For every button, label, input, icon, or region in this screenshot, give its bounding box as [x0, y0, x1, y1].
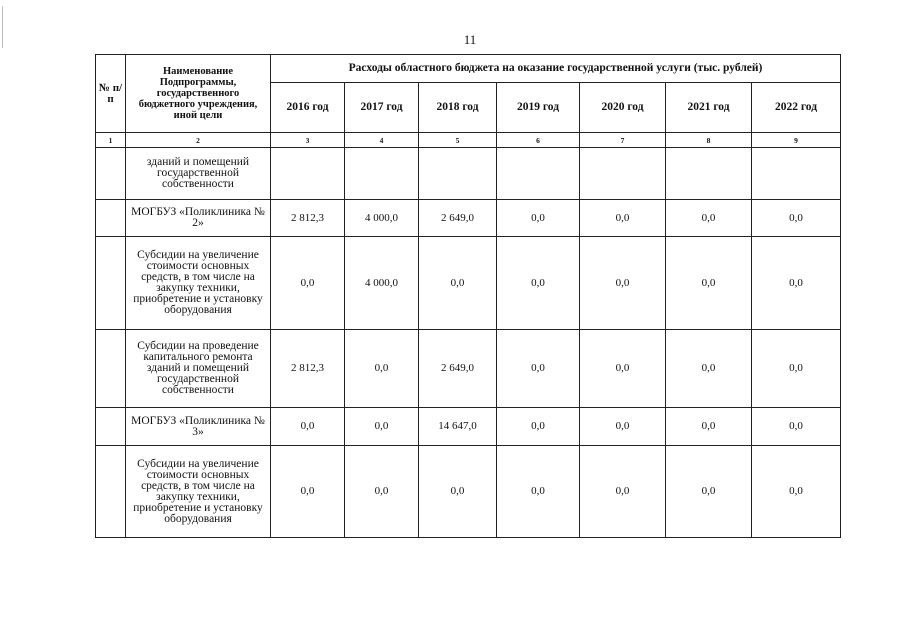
value-cell: 0,0 — [580, 330, 666, 408]
value-cell: 0,0 — [752, 408, 841, 446]
value-cell: 2 649,0 — [419, 200, 497, 237]
table-row — [96, 200, 841, 237]
value-cell — [752, 148, 841, 200]
row-number — [96, 237, 126, 330]
row-name: зданий и помещений государственной собственности — [126, 148, 271, 200]
value-cell: 0,0 — [752, 200, 841, 237]
row-number — [96, 446, 126, 538]
value-cell: 0,0 — [580, 408, 666, 446]
table-row — [96, 148, 841, 200]
budget-table — [95, 54, 841, 538]
column-index: 5 — [419, 133, 497, 148]
column-index: 4 — [345, 133, 419, 148]
value-cell: 0,0 — [419, 446, 497, 538]
value-cell — [580, 148, 666, 200]
column-index: 3 — [271, 133, 345, 148]
row-number — [96, 148, 126, 200]
value-cell: 0,0 — [666, 237, 752, 330]
value-cell — [271, 148, 345, 200]
column-index: 8 — [666, 133, 752, 148]
row-name: МОГБУЗ «Поликлиника № 2» — [126, 200, 271, 237]
header-year: 2021 год — [666, 83, 752, 133]
row-name: Субсидии на увеличение стоимости основных средств, в том числе на закупку техники, приобретение и установку оборудования — [126, 237, 271, 330]
value-cell — [419, 148, 497, 200]
value-cell: 0,0 — [271, 446, 345, 538]
value-cell: 2 649,0 — [419, 330, 497, 408]
table-row — [96, 408, 841, 446]
table-row — [96, 446, 841, 538]
value-cell: 0,0 — [666, 200, 752, 237]
column-index: 2 — [126, 133, 271, 148]
value-cell — [666, 148, 752, 200]
header-year: 2020 год — [580, 83, 666, 133]
row-name: Субсидии на увеличение стоимости основных средств, в том числе на закупку техники, приобретение и установку оборудования — [126, 446, 271, 538]
value-cell: 0,0 — [497, 237, 580, 330]
value-cell: 0,0 — [752, 330, 841, 408]
value-cell: 0,0 — [666, 446, 752, 538]
value-cell: 0,0 — [345, 408, 419, 446]
header-year: 2018 год — [419, 83, 497, 133]
value-cell: 0,0 — [497, 200, 580, 237]
row-number — [96, 200, 126, 237]
column-index: 9 — [752, 133, 841, 148]
value-cell: 0,0 — [752, 237, 841, 330]
row-number — [96, 408, 126, 446]
value-cell — [497, 148, 580, 200]
value-cell: 0,0 — [345, 330, 419, 408]
header-year: 2017 год — [345, 83, 419, 133]
row-name: МОГБУЗ «Поликлиника № 3» — [126, 408, 271, 446]
table-row — [96, 330, 841, 408]
row-number — [96, 330, 126, 408]
column-index: 1 — [96, 133, 126, 148]
header-year: 2019 год — [497, 83, 580, 133]
value-cell: 2 812,3 — [271, 330, 345, 408]
value-cell: 4 000,0 — [345, 200, 419, 237]
value-cell: 0,0 — [271, 237, 345, 330]
value-cell: 0,0 — [752, 446, 841, 538]
value-cell: 0,0 — [580, 446, 666, 538]
page-number: 11 — [463, 32, 477, 47]
value-cell: 0,0 — [666, 408, 752, 446]
column-index: 6 — [497, 133, 580, 148]
value-cell: 0,0 — [271, 408, 345, 446]
value-cell: 0,0 — [666, 330, 752, 408]
table-row — [96, 237, 841, 330]
value-cell: 0,0 — [345, 446, 419, 538]
header-name: Наименование Подпрограммы, государственного бюджетного учреждения, иной цели — [126, 55, 271, 133]
value-cell: 4 000,0 — [345, 237, 419, 330]
header-year: 2016 год — [271, 83, 345, 133]
column-index: 7 — [580, 133, 666, 148]
header-year: 2022 год — [752, 83, 841, 133]
row-name: Субсидии на проведение капитального ремонта зданий и помещений государственной собственности — [126, 330, 271, 408]
value-cell: 0,0 — [497, 408, 580, 446]
value-cell: 0,0 — [497, 446, 580, 538]
value-cell: 0,0 — [580, 237, 666, 330]
column-index-row — [96, 133, 841, 148]
value-cell — [345, 148, 419, 200]
value-cell: 0,0 — [497, 330, 580, 408]
value-cell: 14 647,0 — [419, 408, 497, 446]
header-num: № п/п — [96, 55, 126, 133]
value-cell: 0,0 — [419, 237, 497, 330]
header-expenses: Расходы областного бюджета на оказание государственной услуги (тыс. рублей) — [271, 55, 841, 83]
value-cell: 0,0 — [580, 200, 666, 237]
value-cell: 2 812,3 — [271, 200, 345, 237]
